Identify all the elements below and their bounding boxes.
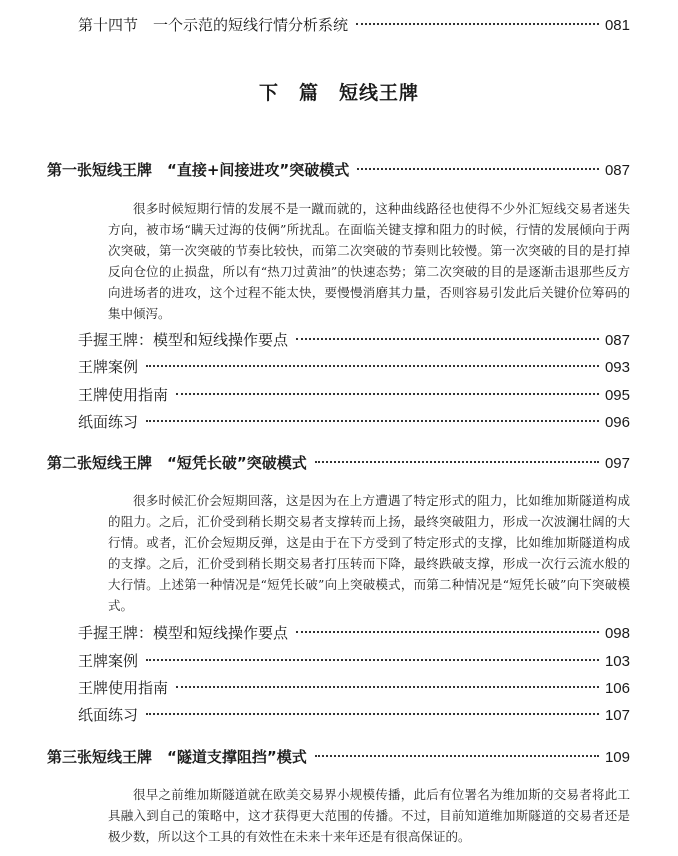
leader-dots <box>356 23 599 25</box>
toc-entry-label: 第十四节 一个示范的短线行情分析系统 <box>78 16 349 34</box>
subentry-label: 王牌使用指南 <box>78 679 169 697</box>
subentry-page: 087 <box>604 332 630 349</box>
subentry-page: 096 <box>604 414 630 431</box>
chapter-title: 第二张短线王牌 “短凭长破”突破模式 <box>47 454 307 472</box>
toc-subentry[interactable] <box>78 384 630 405</box>
toc-subentry[interactable] <box>78 677 630 698</box>
leader-dots <box>315 755 599 757</box>
toc-chapter-2[interactable] <box>47 452 630 473</box>
chapter-title: 第三张短线王牌 “隧道支撑阻挡”模式 <box>47 748 307 766</box>
toc-subentry[interactable] <box>78 329 630 350</box>
toc-subentry[interactable] <box>78 650 630 671</box>
chapter-2-description: 很多时候汇价会短期回落，这是因为在上方遭遇了特定形式的阻力，比如维加斯隧道构成的阻力。之后，汇价受到稍长期交易者支撑转而上扬，最终突破阻力，形成一次波澜壮阔的大行情。或者，汇价会短期反弹，这是由于在下方受到了特定形式的支撑，比如维加斯隧道构成的支撑。之后，汇价受到稍长期交易者打压转而下降，最终跌破支撑，形成一次行云流水般的大行情。上述第一种情况是“短凭长破”向上突破模式，而第二种情况是“短凭长破”向下突破模式。 <box>108 493 630 613</box>
chapter-page: 097 <box>604 455 630 472</box>
subentry-label: 纸面练习 <box>78 413 139 431</box>
chapter-page: 109 <box>604 749 630 766</box>
leader-dots <box>146 659 599 661</box>
subentry-page: 106 <box>604 680 630 697</box>
leader-dots <box>296 631 599 633</box>
toc-subentry[interactable] <box>78 622 630 643</box>
toc-entry-section-14[interactable] <box>78 14 630 35</box>
subentry-label: 手握王牌：模型和短线操作要点 <box>78 624 289 642</box>
subentry-label: 王牌案例 <box>78 652 139 670</box>
chapter-page: 087 <box>604 162 630 179</box>
toc-chapter-1[interactable] <box>47 159 630 180</box>
subentry-label: 纸面练习 <box>78 706 139 724</box>
leader-dots <box>357 168 599 170</box>
leader-dots <box>176 393 599 395</box>
leader-dots <box>146 713 599 715</box>
subentry-label: 王牌使用指南 <box>78 386 169 404</box>
leader-dots <box>315 461 599 463</box>
toc-subentry[interactable] <box>78 704 630 725</box>
leader-dots <box>296 338 599 340</box>
part-title: 下 篇 短线王牌 <box>258 82 419 104</box>
toc-subentry[interactable] <box>78 411 630 432</box>
chapter-title: 第一张短线王牌 “直接+间接进攻”突破模式 <box>47 161 350 179</box>
subentry-page: 093 <box>604 359 630 376</box>
subentry-label: 手握王牌：模型和短线操作要点 <box>78 331 289 349</box>
subentry-page: 098 <box>604 625 630 642</box>
subentry-page: 103 <box>604 653 630 670</box>
subentry-page: 107 <box>604 707 630 724</box>
leader-dots <box>146 365 599 367</box>
chapter-3-description: 很早之前维加斯隧道就在欧美交易界小规模传播，此后有位署名为维加斯的交易者将此工具融入到自己的策略中，这才获得更大范围的传播。不过，目前知道维加斯隧道的交易者还是极少数，所以这个工具的有效性在未来十来年还是有很高保证的。 <box>108 787 630 844</box>
toc-entry-page: 081 <box>604 17 630 34</box>
subentry-page: 095 <box>604 387 630 404</box>
toc-chapter-3[interactable] <box>47 746 630 767</box>
chapter-1-description: 很多时候短期行情的发展不是一蹴而就的，这种曲线路径也使得不少外汇短线交易者迷失方向，被市场“瞒天过海的伎俩”所扰乱。在面临关键支撑和阻力的时候，行情的发展倾向于两次突破，第一次突破的节奏比较快，而第二次突破的节奏则比较慢。第一次突破的目的是打掉反向仓位的止损盘，所以有“热刀过黄油”的快速态势；第二次突破的目的是逐渐击退那些反方向进场者的进攻，这个过程不能太快，要慢慢消磨其力量，否则容易引发此后关键价位筹码的集中倾泻。 <box>108 201 630 321</box>
subentry-label: 王牌案例 <box>78 358 139 376</box>
leader-dots <box>176 686 599 688</box>
toc-subentry[interactable] <box>78 356 630 377</box>
leader-dots <box>146 420 599 422</box>
